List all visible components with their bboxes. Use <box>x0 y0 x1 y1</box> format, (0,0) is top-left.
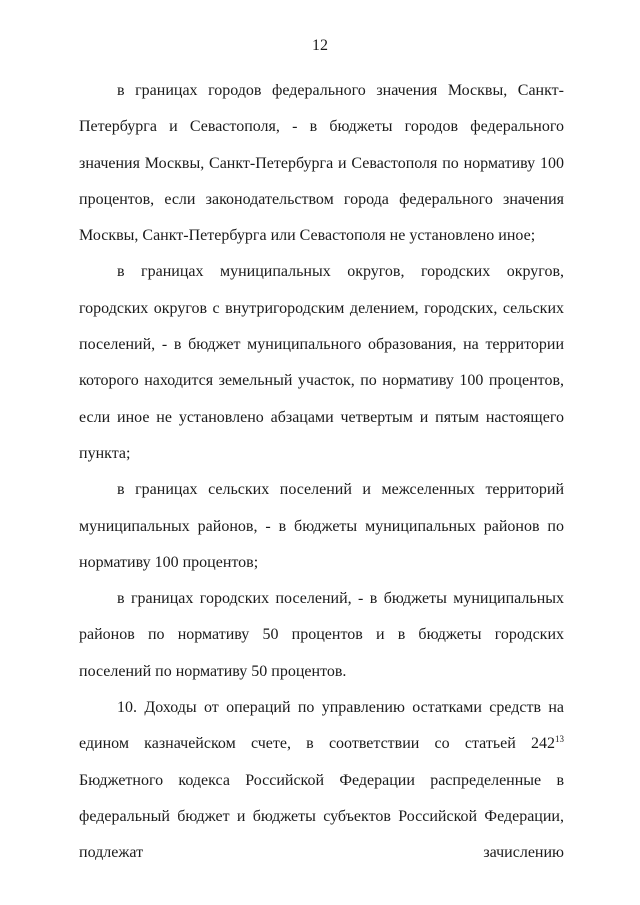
article-superscript: 13 <box>555 734 564 745</box>
paragraph-urban-settlements: в границах городских поселений, - в бюджеты муниципальных районов по нормативу 50 процентов и в бюджеты городских поселений по нормативу 50 процентов. <box>79 590 564 680</box>
paragraph-federal-cities: в границах городов федерального значения Москвы, Санкт-Петербурга и Севастополя, - в бюджеты городов федерального значения Москвы, Санкт-Петербурга и Севастополя по нормативу 100 процентов, если законодательством города федерального значения Москвы, Санкт-Петербурга или Севастополя не установлено иное; <box>79 82 564 245</box>
paragraph-municipal-districts: в границах муниципальных округов, городских округов, городских округов с внутригородским делением, городских, сельских поселений, - в бюджет муниципального образования, на территории которого находится земельный участок, по нормативу 100 процентов, если иное не установлено абзацами четвертым и пятым настоящего пункта; <box>79 263 564 462</box>
paragraph-item-10-continuation: Бюджетного кодекса Российской Федерации распределенные в федеральный бюджет и бюджеты субъектов Российской Федерации, подлежат зачислению <box>79 771 564 862</box>
paragraph-item-10 <box>79 690 564 871</box>
page-number: 12 <box>312 37 328 54</box>
paragraph-rural-settlements: в границах сельских поселений и межселенных территорий муниципальных районов, - в бюджеты муниципальных районов по нормативу 100 процентов; <box>79 481 564 571</box>
document-body <box>79 73 564 872</box>
paragraph-item-10-text: 10. Доходы от операций по управлению остатками средств на едином казначейском счете, в соответствии со статьей 242 <box>79 699 564 753</box>
